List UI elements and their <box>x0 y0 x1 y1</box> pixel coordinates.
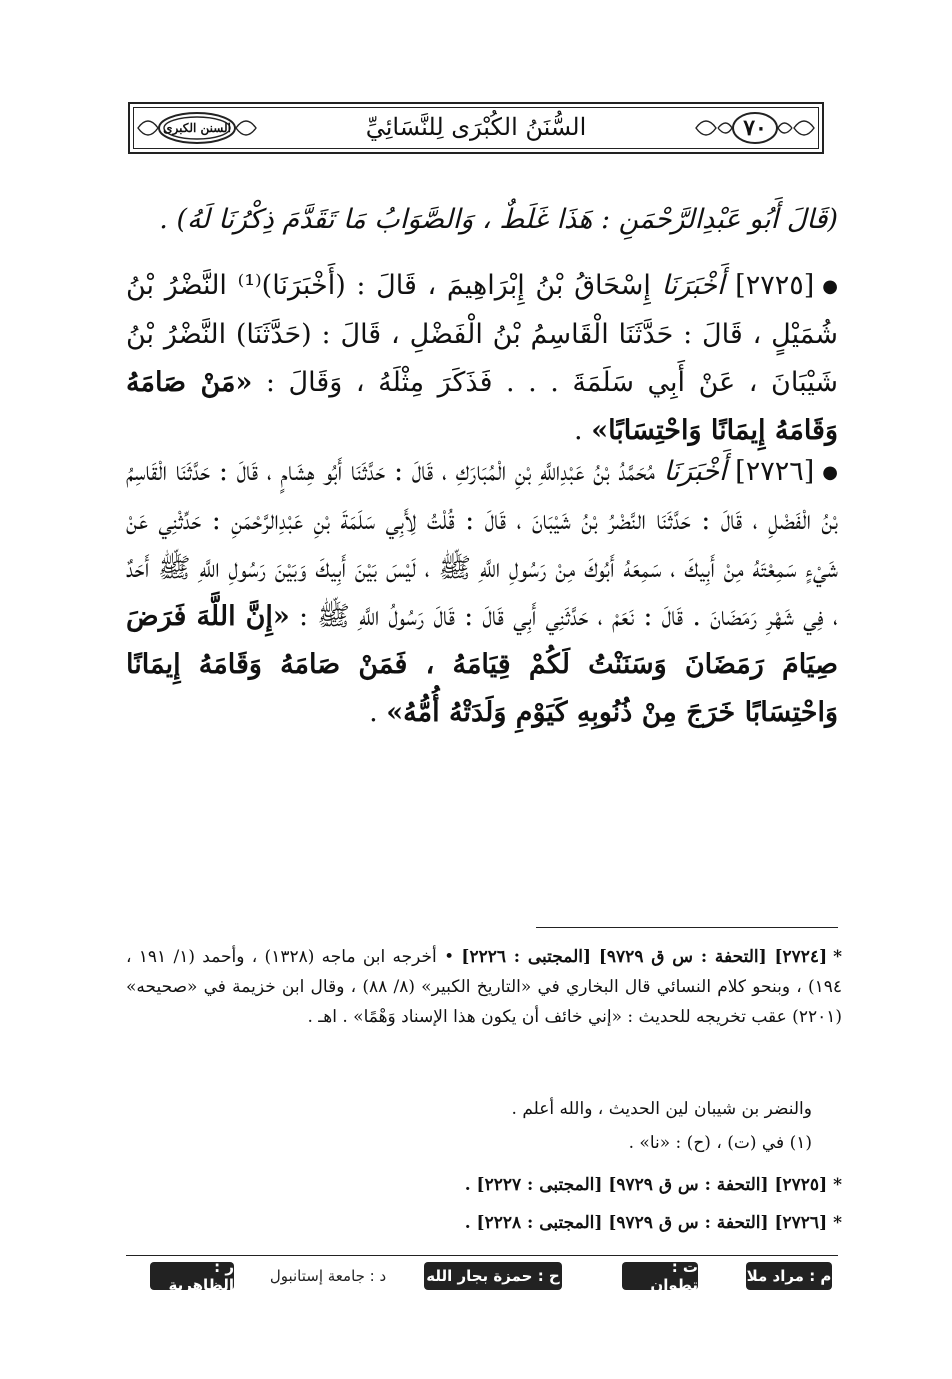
hadith-2725 <box>126 262 838 455</box>
end-mark: . <box>574 414 592 446</box>
footnote-divider <box>536 927 838 928</box>
page-number-ornament <box>692 110 818 146</box>
footnote-text: • أخرجه ابن ماجه (١٣٢٨) ، وأحمد (١/ ١٩١ ، ١٩٤) ، وبنحو كلام النسائي قال البخاري في «التاريخ الكبير» (٨/ ٨٨) ، وقال ابن خزيمة في «صحيحه» (٢٢٠١) عقب تخريجه للحديث : «إني خائف أن يكون هذا الإسناد وَهْمًا» . اهـ . <box>126 947 843 1027</box>
star-icon: * <box>833 1175 842 1195</box>
manuscript-d: د : جامعة إستانبول <box>269 1267 387 1285</box>
footnote-note: والنضر بن شيبان لين الحديث ، والله أعلم . <box>511 1099 812 1119</box>
hadith-number: [٢٧٢٦] <box>735 456 815 487</box>
akhbarana-label: أَخْبَرَنَا <box>663 456 727 487</box>
footnote-ref: [٢٧٢٦] [التحفة : س ق ٩٧٢٩] [المجتبى : ٢٢٢٨] . <box>464 1213 828 1233</box>
akhbarana-label: أَخْبَرَنَا <box>661 270 725 301</box>
footnote-2724 <box>126 942 842 1032</box>
page-header <box>128 102 824 154</box>
manuscript-t: ت : تطوان <box>622 1262 698 1290</box>
manuscript-legend <box>126 1258 838 1294</box>
book-title: السُّنَنُ الكُبْرَى لِلنَّسَائِيِّ <box>365 113 587 141</box>
manuscript-r: ر : الظاهرية <box>150 1262 234 1290</box>
bullet-icon: ● <box>822 461 838 483</box>
seal-text: السنن الكبرى <box>163 121 231 135</box>
matn-text: «مَنْ صَامَهُ وَقَامَهُ إِيمَانًا وَاحْتِسَابًا» <box>126 366 838 446</box>
star-icon: * <box>833 1213 842 1233</box>
bullet-icon: ● <box>822 275 838 297</box>
star-icon: * <box>833 947 842 967</box>
manuscript-m: م : مراد ملا <box>746 1262 832 1290</box>
page-number: ٧٠ <box>743 115 767 141</box>
bottom-divider <box>126 1255 838 1256</box>
intro-paragraph <box>126 196 838 244</box>
footnote-2725 <box>126 1170 842 1200</box>
title-seal-ornament <box>134 110 260 146</box>
hadith-number: [٢٧٢٥] <box>735 270 815 301</box>
isnad-text: إِسْحَاقُ بْنُ إِبْرَاهِيمَ ، قَالَ : (أَخْبَرَنَا)⁽¹⁾ النَّضْرُ بْنُ شُمَيْلٍ ، قَالَ : حَدَّثَنَا الْقَاسِمُ بْنُ الْفَضْلِ ، قَالَ : (حَدَّثَنَا) النَّضْرُ بْنُ شَيْبَانَ ، عَنْ أَبِي سَلَمَةَ . . . فَذَكَرَ مِثْلَهُ ، وَقَالَ : <box>126 270 838 398</box>
end-mark: . <box>369 696 387 728</box>
footnote-1: (١) في (ت) ، (ح) : «نا» . <box>628 1133 812 1153</box>
matn-text: «إِنَّ اللَّهَ فَرَضَ صِيَامَ رَمَضَانَ وَسَنَنْتُ لَكُمْ قِيَامَهُ ، فَمَنْ صَامَهُ وَقَامَهُ إِيمَانًا وَاحْتِسَابًا خَرَجَ مِنْ ذُنُوبِهِ كَيَوْمِ وَلَدَتْهُ أُمُّهُ» <box>126 600 838 728</box>
footnote-2726 <box>126 1208 842 1238</box>
isnad-text: مُحَمَّدُ بْنُ عَبْدِاللَّهِ بْنِ الْمُبَارَكِ ، قَالَ : حَدَّثَنَا أَبُو هِشَامٍ ، قَالَ : حَدَّثَنَا الْقَاسِمُ بْنُ الْفَضْلِ ، قَالَ : حَدَّثَنَا النَّضْرُ بْنُ شَيْبَانَ ، قَالَ : قُلْتُ لِأَبِي سَلَمَةَ بْنِ عَبْدِالرَّحْمَنِ : حَدِّثْنِي عَنْ شَيْءٍ سَمِعْتَهُ مِنْ أَبِيكَ ، سَمِعَهُ أَبُوكَ مِنْ رَسُولِ اللَّهِ ﷺ ، لَيْسَ بَيْنَ أَبِيكَ وَبَيْنَ رَسُولِ اللَّهِ ﷺ أَحَدٌ ، فِي شَهْرِ رَمَضَانَ . قَالَ : نَعَمْ ، حَدَّثَنِي أَبِي قَالَ : قَالَ رَسُولُ اللَّهِ ﷺ : <box>126 456 838 632</box>
footnote-ref: [٢٧٢٤] [التحفة : س ق ٩٧٢٩] [المجتبى : ٢٢٢٦] <box>461 947 828 967</box>
hadith-2726 <box>126 448 838 737</box>
manuscript-h: ح : حمزة بجار الله <box>424 1262 562 1290</box>
intro-text: (قَالَ أَبُو عَبْدِالرَّحْمَنِ : هَذَا غَلَطٌ ، وَالصَّوَابُ مَا تَقَدَّمَ ذِكْرُنَا لَهُ) . <box>159 204 838 235</box>
footnote-ref: [٢٧٢٥] [التحفة : س ق ٩٧٢٩] [المجتبى : ٢٢٢٧] . <box>464 1175 828 1195</box>
